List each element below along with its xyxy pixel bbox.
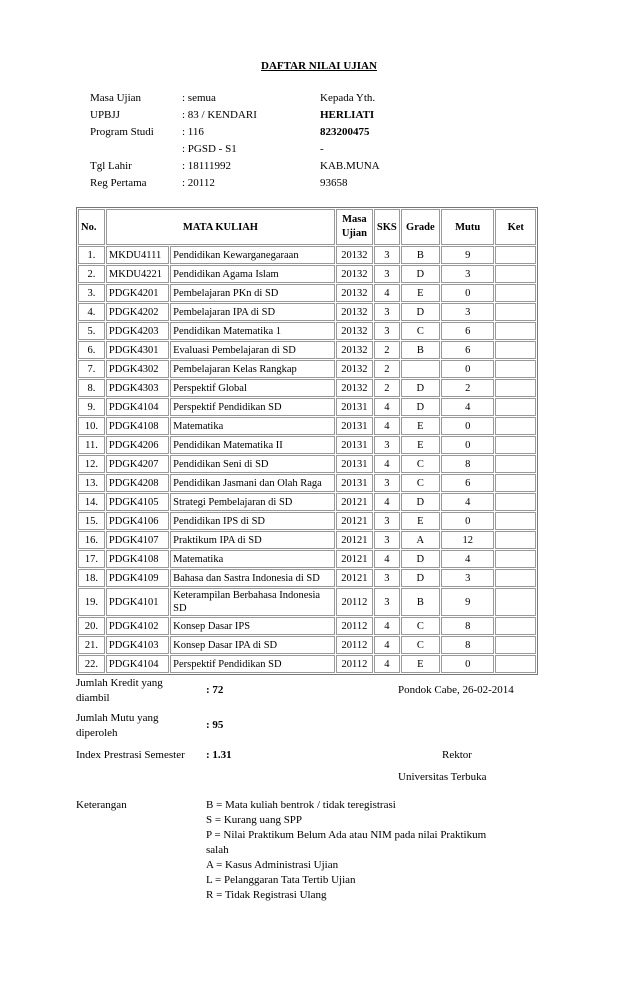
cell-mutu: 9 (441, 246, 495, 264)
cell-ket (495, 303, 536, 321)
table-row (78, 265, 536, 283)
cell-mutu: 8 (441, 636, 495, 654)
cell-masa-ujian: 20131 (336, 455, 373, 473)
cell-course-name: Pendidikan Matematika II (170, 436, 335, 454)
cell-code: PDGK4108 (106, 417, 169, 435)
cell-mutu: 0 (441, 284, 495, 302)
cell-no: 16. (78, 531, 105, 549)
cell-course-name: Pembelajaran IPA di SD (170, 303, 335, 321)
cell-ket (495, 379, 536, 397)
cell-sks: 3 (374, 512, 400, 530)
cell-no: 15. (78, 512, 105, 530)
table-row (78, 512, 536, 530)
cell-course-name: Matematika (170, 417, 335, 435)
cell-mutu: 3 (441, 569, 495, 587)
cell-ket (495, 284, 536, 302)
cell-code: PDGK4107 (106, 531, 169, 549)
cell-mutu: 3 (441, 265, 495, 283)
cell-sks: 3 (374, 588, 400, 616)
cell-code: PDGK4109 (106, 569, 169, 587)
cell-masa-ujian: 20112 (336, 588, 373, 616)
cell-ket (495, 246, 536, 264)
table-row (78, 417, 536, 435)
cell-course-name: Pendidikan Matematika 1 (170, 322, 335, 340)
cell-code: MKDU4111 (106, 246, 169, 264)
cell-masa-ujian: 20121 (336, 550, 373, 568)
cell-masa-ujian: 20131 (336, 436, 373, 454)
cell-code: PDGK4302 (106, 360, 169, 378)
cell-sks: 4 (374, 655, 400, 673)
cell-course-name: Pendidikan IPS di SD (170, 512, 335, 530)
cell-course-name: Konsep Dasar IPA di SD (170, 636, 335, 654)
cell-course-name: Perspektif Global (170, 379, 335, 397)
cell-no: 13. (78, 474, 105, 492)
cell-no: 11. (78, 436, 105, 454)
cell-ket (495, 636, 536, 654)
cell-sks: 2 (374, 341, 400, 359)
cell-no: 9. (78, 398, 105, 416)
col-masa-ujian-header: Masa Ujian (336, 209, 373, 245)
cell-mutu: 4 (441, 493, 495, 511)
cell-sks: 3 (374, 322, 400, 340)
col-mata-kuliah-header: MATA KULIAH (106, 209, 335, 245)
ips-label: Index Prestrasi Semester (76, 749, 185, 761)
cell-masa-ujian: 20121 (336, 569, 373, 587)
cell-sks: 4 (374, 493, 400, 511)
cell-no: 14. (78, 493, 105, 511)
rektor-label: Rektor (442, 749, 472, 761)
cell-code: PDGK4206 (106, 436, 169, 454)
table-row (78, 550, 536, 568)
cell-grade: D (401, 265, 440, 283)
table-row (78, 284, 536, 302)
ips-value: : 1.31 (206, 749, 232, 761)
cell-ket (495, 360, 536, 378)
cell-masa-ujian: 20112 (336, 636, 373, 654)
table-row (78, 398, 536, 416)
table-row (78, 617, 536, 635)
cell-masa-ujian: 20132 (336, 341, 373, 359)
cell-masa-ujian: 20121 (336, 493, 373, 511)
cell-sks: 2 (374, 360, 400, 378)
cell-sks: 4 (374, 455, 400, 473)
cell-code: PDGK4104 (106, 655, 169, 673)
cell-no: 2. (78, 265, 105, 283)
table-row (78, 436, 536, 454)
cell-code: MKDU4221 (106, 265, 169, 283)
cell-masa-ujian: 20132 (336, 246, 373, 264)
kredit-label: Jumlah Kredit yang diambil (76, 677, 163, 704)
cell-ket (495, 512, 536, 530)
cell-course-name: Praktikum IPA di SD (170, 531, 335, 549)
cell-sks: 3 (374, 531, 400, 549)
cell-grade: D (401, 379, 440, 397)
cell-mutu: 3 (441, 303, 495, 321)
header-value: : semua (182, 92, 216, 104)
cell-mutu: 0 (441, 436, 495, 454)
cell-sks: 2 (374, 379, 400, 397)
header-label: Tgl Lahir (90, 160, 132, 172)
cell-ket (495, 493, 536, 511)
cell-code: PDGK4203 (106, 322, 169, 340)
cell-ket (495, 265, 536, 283)
table-row (78, 341, 536, 359)
cell-ket (495, 398, 536, 416)
cell-no: 19. (78, 588, 105, 616)
cell-grade: D (401, 550, 440, 568)
cell-sks: 4 (374, 550, 400, 568)
cell-no: 5. (78, 322, 105, 340)
cell-sks: 4 (374, 417, 400, 435)
cell-grade: C (401, 474, 440, 492)
recipient-line: 823200475 (320, 126, 370, 138)
cell-course-name: Konsep Dasar IPS (170, 617, 335, 635)
cell-course-name: Bahasa dan Sastra Indonesia di SD (170, 569, 335, 587)
place-date: Pondok Cabe, 26-02-2014 (398, 684, 514, 696)
cell-course-name: Pendidikan Kewarganegaraan (170, 246, 335, 264)
cell-code: PDGK4108 (106, 550, 169, 568)
cell-masa-ujian: 20132 (336, 379, 373, 397)
cell-no: 22. (78, 655, 105, 673)
cell-mutu: 2 (441, 379, 495, 397)
cell-sks: 3 (374, 303, 400, 321)
cell-grade: C (401, 322, 440, 340)
cell-sks: 4 (374, 617, 400, 635)
cell-code: PDGK4208 (106, 474, 169, 492)
cell-masa-ujian: 20132 (336, 303, 373, 321)
cell-no: 7. (78, 360, 105, 378)
cell-grade: C (401, 636, 440, 654)
cell-grade: A (401, 531, 440, 549)
cell-grade: E (401, 284, 440, 302)
page-title: DAFTAR NILAI UJIAN (261, 60, 377, 72)
table-header-row (78, 209, 536, 245)
cell-code: PDGK4301 (106, 341, 169, 359)
cell-code: PDGK4201 (106, 284, 169, 302)
table-row (78, 474, 536, 492)
header-label: Masa Ujian (90, 92, 142, 104)
cell-no: 1. (78, 246, 105, 264)
cell-course-name: Keterampilan Berbahasa Indonesia SD (170, 588, 335, 616)
cell-grade: C (401, 617, 440, 635)
cell-ket (495, 474, 536, 492)
cell-masa-ujian: 20132 (336, 284, 373, 302)
cell-ket (495, 617, 536, 635)
keterangan-line: S = Kurang uang SPP (206, 814, 303, 826)
cell-ket (495, 417, 536, 435)
cell-mutu: 6 (441, 322, 495, 340)
cell-grade: C (401, 455, 440, 473)
cell-code: PDGK4202 (106, 303, 169, 321)
grades-table (76, 207, 538, 675)
cell-mutu: 6 (441, 474, 495, 492)
cell-ket (495, 655, 536, 673)
cell-code: PDGK4101 (106, 588, 169, 616)
cell-ket (495, 455, 536, 473)
cell-sks: 3 (374, 569, 400, 587)
cell-mutu: 0 (441, 655, 495, 673)
cell-course-name: Pembelajaran Kelas Rangkap (170, 360, 335, 378)
cell-mutu: 0 (441, 512, 495, 530)
cell-masa-ujian: 20132 (336, 322, 373, 340)
cell-no: 10. (78, 417, 105, 435)
cell-ket (495, 588, 536, 616)
table-row (78, 636, 536, 654)
cell-mutu: 8 (441, 455, 495, 473)
keterangan-line: P = Nilai Praktikum Belum Ada atau NIM pada nilai Praktikum (206, 829, 487, 841)
cell-grade: D (401, 398, 440, 416)
cell-course-name: Matematika (170, 550, 335, 568)
cell-code: PDGK4303 (106, 379, 169, 397)
header-value: : 83 / KENDARI (182, 109, 257, 121)
col-ket-header: Ket (495, 209, 536, 245)
cell-masa-ujian: 20121 (336, 531, 373, 549)
cell-no: 3. (78, 284, 105, 302)
cell-sks: 3 (374, 246, 400, 264)
cell-ket (495, 550, 536, 568)
recipient-line: 93658 (320, 177, 348, 189)
cell-code: PDGK4103 (106, 636, 169, 654)
header-value: : 18111992 (182, 160, 231, 172)
keterangan-label: Keterangan (76, 799, 127, 811)
keterangan-line: B = Mata kuliah bentrok / tidak teregistrasi (206, 799, 396, 811)
cell-sks: 4 (374, 398, 400, 416)
mutu-label: Jumlah Mutu yang diperoleh (76, 712, 159, 739)
table-row (78, 303, 536, 321)
cell-code: PDGK4104 (106, 398, 169, 416)
cell-mutu: 8 (441, 617, 495, 635)
keterangan-list (206, 798, 486, 903)
cell-no: 17. (78, 550, 105, 568)
keterangan-line: salah (206, 844, 229, 856)
cell-no: 21. (78, 636, 105, 654)
recipient-line: HERLIATI (320, 109, 375, 121)
cell-code: PDGK4207 (106, 455, 169, 473)
cell-no: 18. (78, 569, 105, 587)
mutu-value: : 95 (206, 719, 224, 731)
cell-code: PDGK4106 (106, 512, 169, 530)
cell-no: 20. (78, 617, 105, 635)
cell-no: 4. (78, 303, 105, 321)
col-grade-header: Grade (401, 209, 440, 245)
cell-grade: E (401, 512, 440, 530)
table-row (78, 655, 536, 673)
header-label: Reg Pertama (90, 177, 147, 189)
cell-ket (495, 531, 536, 549)
keterangan-line: A = Kasus Administrasi Ujian (206, 859, 339, 871)
cell-ket (495, 322, 536, 340)
cell-ket (495, 341, 536, 359)
cell-grade: E (401, 655, 440, 673)
cell-masa-ujian: 20131 (336, 417, 373, 435)
header-label: Program Studi (90, 126, 154, 138)
cell-course-name: Pendidikan Jasmani dan Olah Raga (170, 474, 335, 492)
university-name: Universitas Terbuka (398, 771, 487, 783)
cell-mutu: 0 (441, 417, 495, 435)
cell-mutu: 6 (441, 341, 495, 359)
table-row (78, 569, 536, 587)
cell-grade: B (401, 588, 440, 616)
table-row (78, 455, 536, 473)
cell-no: 8. (78, 379, 105, 397)
table-row (78, 531, 536, 549)
cell-grade: B (401, 341, 440, 359)
recipient-line: KAB.MUNA (320, 160, 380, 172)
recipient-line: - (320, 143, 324, 155)
table-row (78, 322, 536, 340)
cell-sks: 3 (374, 436, 400, 454)
table-row (78, 246, 536, 264)
cell-masa-ujian: 20112 (336, 655, 373, 673)
cell-grade: D (401, 569, 440, 587)
cell-sks: 4 (374, 284, 400, 302)
cell-course-name: Pendidikan Seni di SD (170, 455, 335, 473)
header-value: : 116 (182, 126, 204, 138)
cell-grade: E (401, 436, 440, 454)
cell-masa-ujian: 20131 (336, 398, 373, 416)
cell-mutu: 9 (441, 588, 495, 616)
cell-grade: D (401, 493, 440, 511)
cell-mutu: 0 (441, 360, 495, 378)
header-label: UPBJJ (90, 109, 120, 121)
cell-masa-ujian: 20132 (336, 265, 373, 283)
cell-code: PDGK4102 (106, 617, 169, 635)
col-sks-header: SKS (374, 209, 400, 245)
cell-ket (495, 569, 536, 587)
cell-grade: B (401, 246, 440, 264)
keterangan-line: L = Pelanggaran Tata Tertib Ujian (206, 874, 356, 886)
keterangan-line: R = Tidak Registrasi Ulang (206, 889, 327, 901)
cell-mutu: 4 (441, 398, 495, 416)
cell-masa-ujian: 20121 (336, 512, 373, 530)
header-value: : 20112 (182, 177, 215, 189)
cell-ket (495, 436, 536, 454)
col-no-header: No. (78, 209, 105, 245)
header-value: : PGSD - S1 (182, 143, 237, 155)
cell-sks: 4 (374, 636, 400, 654)
cell-sks: 3 (374, 265, 400, 283)
table-row (78, 493, 536, 511)
cell-grade: E (401, 417, 440, 435)
kredit-value: : 72 (206, 684, 224, 696)
cell-sks: 3 (374, 474, 400, 492)
cell-grade (401, 360, 440, 378)
table-row (78, 379, 536, 397)
cell-course-name: Evaluasi Pembelajaran di SD (170, 341, 335, 359)
cell-mutu: 4 (441, 550, 495, 568)
cell-course-name: Pendidikan Agama Islam (170, 265, 335, 283)
cell-course-name: Perspektif Pendidikan SD (170, 655, 335, 673)
cell-masa-ujian: 20112 (336, 617, 373, 635)
cell-no: 6. (78, 341, 105, 359)
cell-masa-ujian: 20132 (336, 360, 373, 378)
cell-course-name: Perspektif Pendidikan SD (170, 398, 335, 416)
cell-code: PDGK4105 (106, 493, 169, 511)
cell-grade: D (401, 303, 440, 321)
table-row (78, 360, 536, 378)
cell-masa-ujian: 20131 (336, 474, 373, 492)
recipient-line: Kepada Yth. (320, 92, 376, 104)
table-row (78, 588, 536, 616)
cell-mutu: 12 (441, 531, 495, 549)
cell-no: 12. (78, 455, 105, 473)
cell-course-name: Strategi Pembelajaran di SD (170, 493, 335, 511)
col-mutu-header: Mutu (441, 209, 495, 245)
cell-course-name: Pembelajaran PKn di SD (170, 284, 335, 302)
